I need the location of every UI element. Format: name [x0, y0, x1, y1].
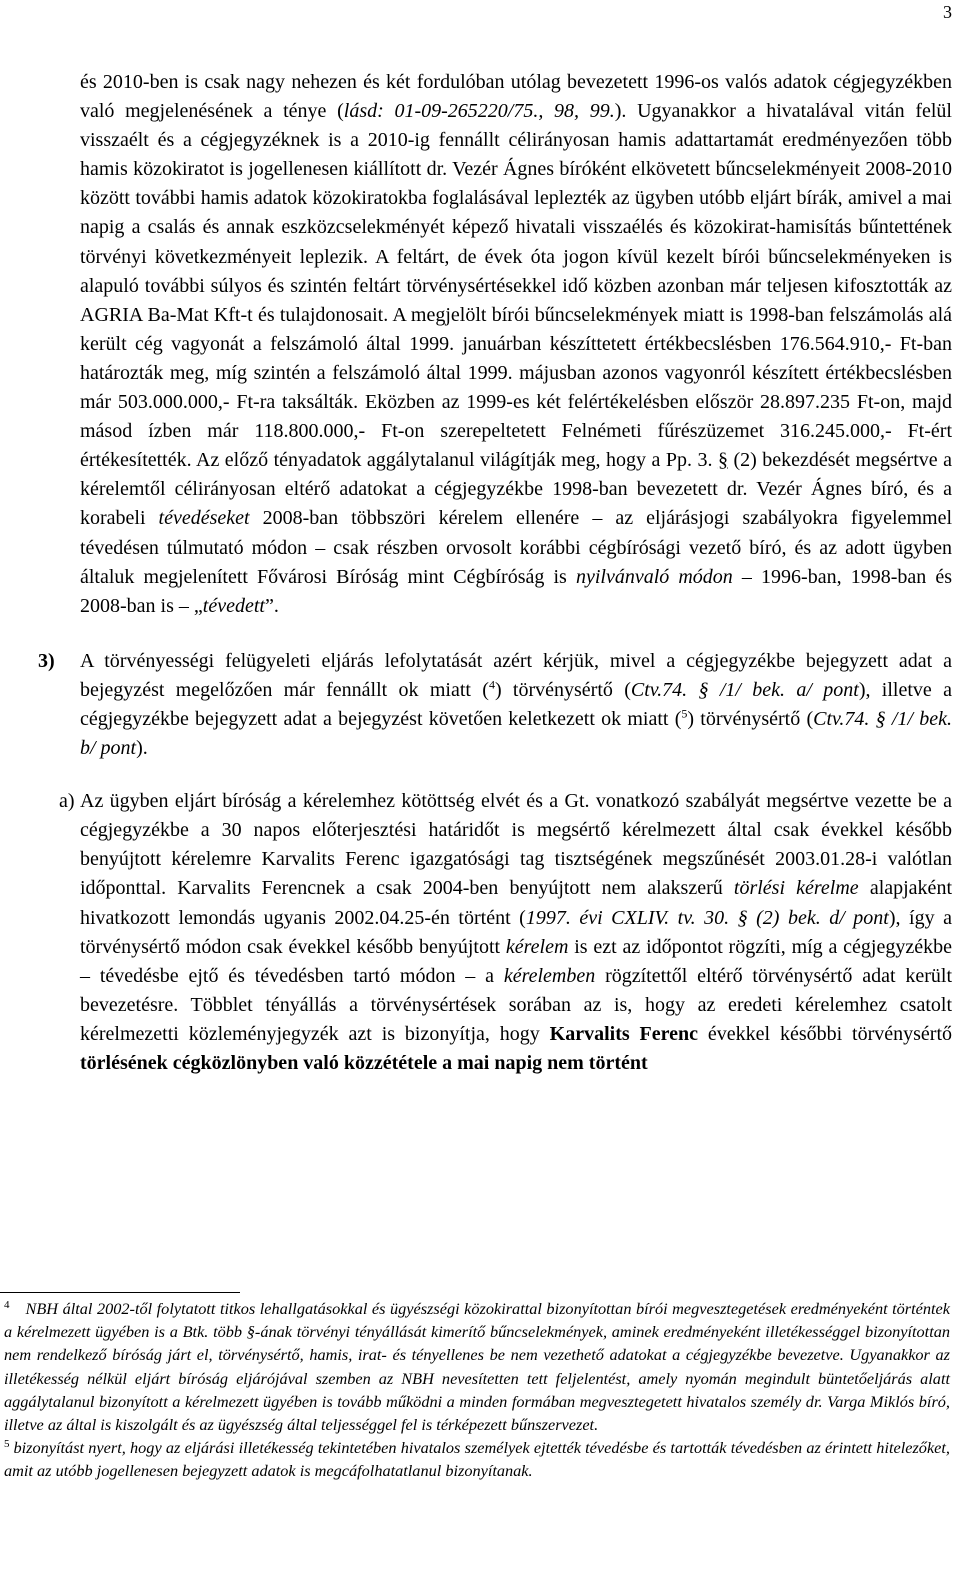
text-run: 2008-ban többszöri kérelem ellenére – az eljárásjogi szabályokra figyelemmel tévedésen túlmutató módon – csak részben orvosolt korábbi cégbírósági vezető bíró, és az adott ügyben általuk megjelenített Fővárosi Bíróság mint Cégbíróság is [80, 507, 952, 588]
footnote-text: bizonyítást nyert, hogy az eljárási illetékesség tekintetében hivatalos személyek ejtették tévedésbe és tartották tévedésben az érintett hitelezőket, amit az utóbb jogellenesen bejegyzett adatok is megcáfolhatatlanul bizonyítanak. [4, 1438, 950, 1481]
text-run: és 2010-ben is csak nagy nehezen és két fordulóban utólag bevezetett 1996-os valós adatok cégjegyzékben való megjelenésének a ténye ( [80, 71, 952, 123]
item-letter: a) [59, 790, 75, 813]
text-run: ). Ugyanakkor a hivatalával vitán felül visszaélt és a cégjegyzéknek is a 2010-ig fennállt célirányosan hamis adattartamát eredményezően több hamis közokiratot is jogellenesen kiállított dr. Vezér Ágnes bíróként elkövetett bűncselekményeit 2008-2010 között további hamis adatok közokiratokba foglalásával leplezték az ügyben utóbb eljárt bírák, amivel a mai napig a csalás és annak eszközcselekményét képező hivatali visszaélés és közokirat-hamisítás bűntettének törvényi következményeit leplezik. A feltárt, de évek óta jogon kívül kezelt bírói bűncselekményeken is alapuló további súlyos és szintén feltárt törvénysértésekkel idő közben azonban már teljesen kifosztották az AGRIA Ba-Mat Kft-t és tulajdonosait. A megjelölt bírói bűncselekmények miatt is 1998-ban felszámolás alá került cég vagyonát a felszámoló által 1999. januárban készíttetett értékbecslésben 176.564.910,- Ft-ban határozták meg, míg szintén a felszámoló által 1999. májusban azonos vagyonról készített értékbecslésben már 503.000.000,- Ft-ra taksálták. Eközben az 1999-es két felértékelésben először 28.897.235 Ft-on, majd másod ízben már 118.800.000,- Ft-on szerepeltetett Felnémeti fűrészüzemet 316.245.000,- Ft-ért értékesítették. Az előző tényadatok aggálytalanul világítják meg, hogy a Pp. 3. [80, 100, 952, 472]
text-run: ). [136, 737, 148, 760]
text-run: A törvényességi felügyeleti eljárás lefolytatását azért kérjük, mivel a cégjegyzékbe bejegyzett adat a bejegyzést megelőzően már fennállt ok miatt ( [80, 649, 952, 701]
footnote-number: 5 [4, 1437, 10, 1450]
page-number: 3 [943, 2, 952, 22]
text-run: évekkel későbbi törvénysértő [698, 1022, 952, 1045]
reference: lásd: 01-09-265220/75., 98, 99. [343, 100, 615, 123]
emphasis: kérelemben [503, 964, 596, 987]
reference: Ctv.74. § /1/ bek. a/ pont [630, 678, 859, 701]
footnotes [4, 1297, 950, 1483]
text-run: alapjaként hivatkozott lemondás ugyanis 2002.04.25-én történt ( [80, 877, 952, 929]
text-run: is ezt az időpontot rögzíti, míg a cégjegyzékbe – tévedésbe ejtő és tévedésben tartó módon – a [80, 935, 953, 987]
text-run: ”. [264, 594, 279, 617]
section-sign: § [717, 449, 728, 472]
main-text [38, 68, 953, 1078]
footnote-5 [4, 1436, 950, 1482]
text-run: ), illetve a cégjegyzékbe bejegyzett adat a bejegyzést követően keletkezett ok miatt ( [80, 678, 952, 730]
text-run: (2) bekezdését megsértve a kérelemtől célirányosan eltérő adatokat a cégjegyzékbe 1998-ban bevezetett dr. Vezér Ágnes bíró, és a korabeli [80, 449, 953, 530]
text-run: Az ügyben eljárt bíróság a kérelemhez kötöttség elvét és a Gt. vonatkozó szabályát megsértve vezette be a cégjegyzékbe a 30 napos előterjesztési határidőt is megsértő kérelmezett által csak évekkel később benyújtott kérelemre Karvalits Ferenc igazgatósági tag tisztségének megszűnését 2003.01.28-i valótlan időponttal. Karvalits Ferencnek a csak 2004-ben benyújtott nem alakszerű [80, 790, 952, 900]
emphasis: nyilvánvaló módon [575, 565, 733, 588]
paragraph-1 [80, 68, 952, 621]
text-run: ) törvénysértő ( [494, 678, 631, 701]
emphasis: tévedett [202, 594, 265, 617]
footnote-divider [0, 1292, 240, 1293]
item-a [59, 787, 953, 1078]
emphasis: kérelem [505, 935, 569, 958]
item-3 [38, 647, 952, 763]
footnote-number: 4 [4, 1298, 10, 1311]
text-run: – 1996-ban, 1998-ban és 2008-ban is – „ [80, 565, 952, 617]
bold-name: Karvalits Ferenc [549, 1022, 698, 1045]
bold-text: törlésének cégközlönyben való közzététele a mai napig nem történt [80, 1052, 648, 1074]
footnote-4 [4, 1297, 950, 1436]
text-run: ), így a törvénysértő módon csak évekkel később benyújtott [80, 906, 952, 958]
emphasis: törlési kérelme [733, 877, 859, 900]
footnote-text: NBH által 2002-től folytatott titkos lehallgatásokkal és ügyészségi közokirattal bizonyítottan bírói megvesztegetések eredményeként történtek a kérelmezett ügyében is a Btk. több §-ának törvényi tényállását kimerítő bűncselekmények, aminek eredményeként illetékességgel bizonyítottan nem rendelkező bíróság járt el, törvénysértő, hamis, irat- és tényellenes be nem vezethető adatokat a cégjegyzékbe bevezetve. Ugyanakkor az illetékesség nélkül eljárt bíróság eljárójával szemben az NBH nevesítetten tett feljelentést, amely nyomán megindult büntetőeljárás alatt aggálytalanul bizonyított a kérelmezett ügyében is tovább működni a minden formában megvesztegetett hivatalos személy dr. Varga Miklós bíró, illetve az által is kiszolgált és az ügyészség által teljességgel fel is térképezett bűnszervezet. [4, 1299, 950, 1435]
reference: 1997. évi CXLIV. tv. 30. § (2) bek. d/ pont [525, 906, 889, 929]
footnote-ref: 4 [488, 677, 495, 692]
footnote-ref: 5 [681, 706, 688, 721]
emphasis: tévedéseket [158, 507, 250, 530]
reference: Ctv.74. § /1/ bek. b/ pont [80, 707, 952, 760]
text-run: rögzítettől eltérő törvénysértő adat került bevezetésre. Többlet tényállás a törvénysértések sorában az is, hogy az eredeti kérelemhez csatolt kérelmezetti közleményjegyzék azt is bizonyítja, hogy [80, 964, 953, 1045]
text-run: ) törvénysértő ( [687, 707, 814, 730]
item-number: 3) [38, 649, 55, 672]
